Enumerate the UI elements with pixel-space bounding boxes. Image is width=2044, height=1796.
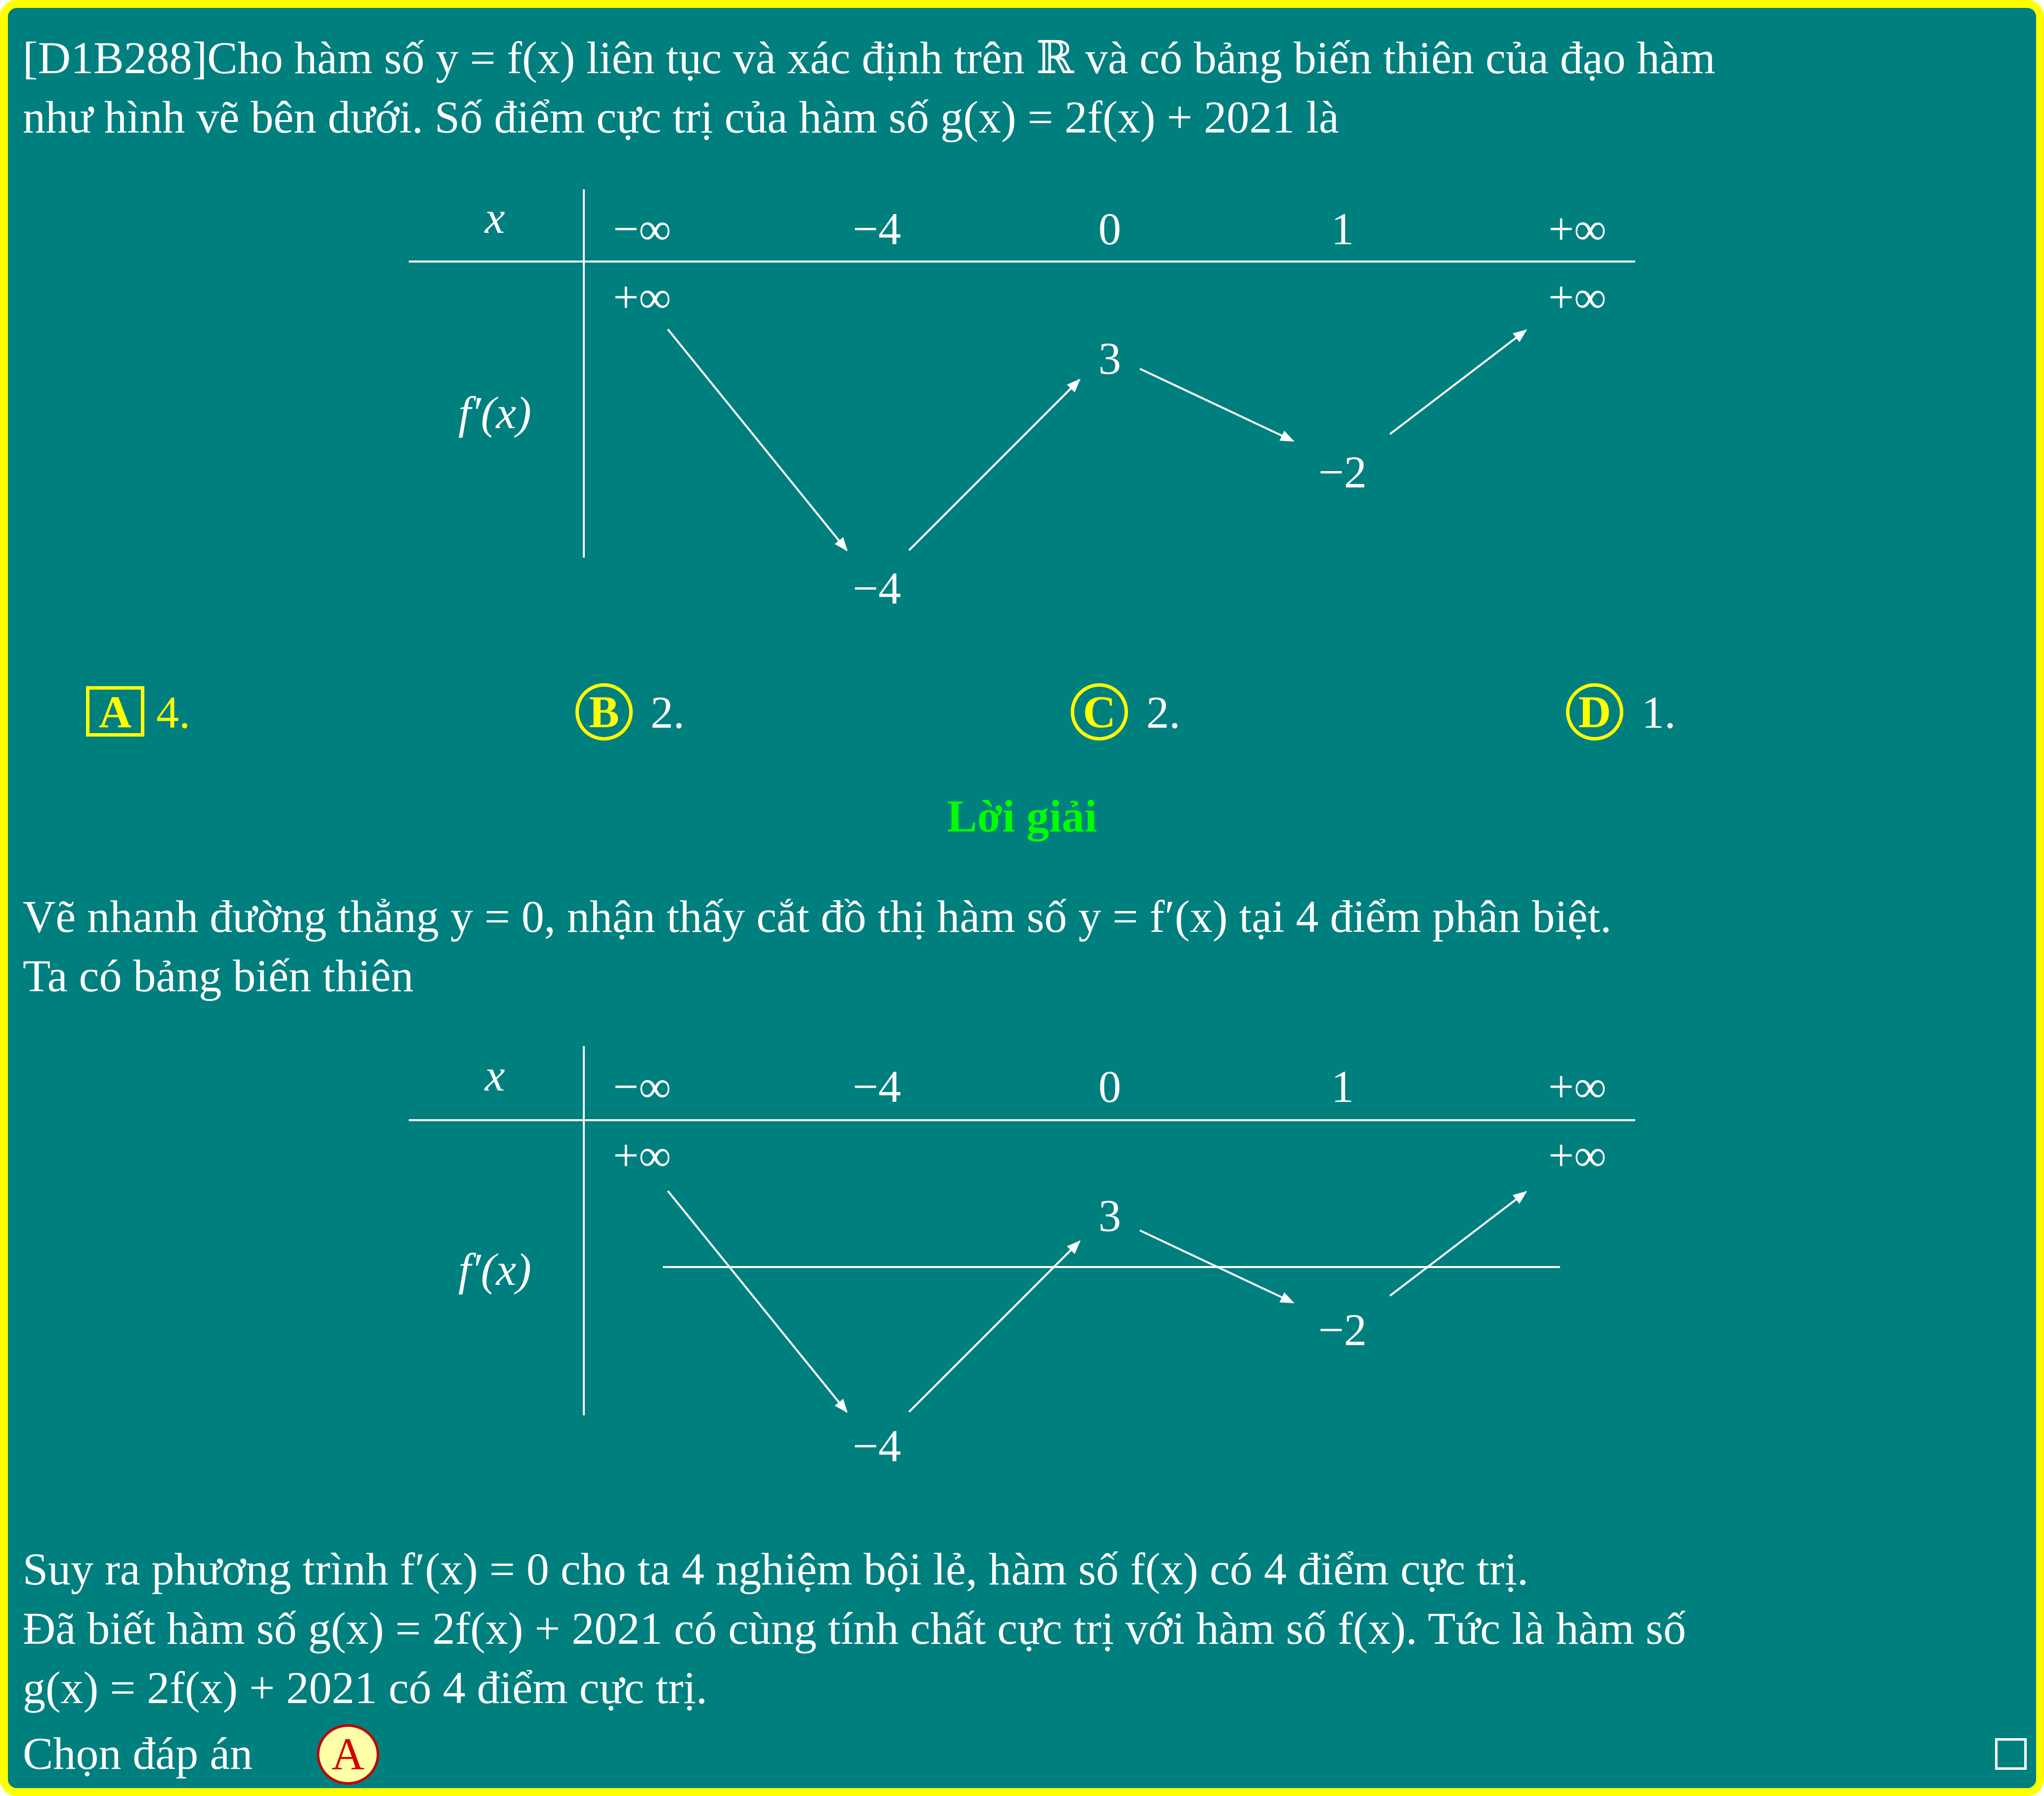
table1-fp-label: f′(x) — [458, 388, 531, 438]
option-d-value: 1. — [1642, 687, 1676, 738]
table2-x-value: 1 — [1331, 1061, 1354, 1112]
table2-arrow — [1390, 1192, 1526, 1296]
option-a-box[interactable]: A — [86, 686, 144, 737]
solution-line-4: Đã biết hàm số g(x) = 2f(x) + 2021 có cùng tính chất cực trị với hàm số f(x). Tức là hàm số — [23, 1603, 1686, 1654]
table2-fp-value: +∞ — [613, 1130, 671, 1181]
table1-x-label: x — [484, 192, 505, 243]
option-c-circle[interactable]: C — [1071, 683, 1128, 741]
table2-x-value: 0 — [1098, 1061, 1121, 1112]
option-d-circle[interactable]: D — [1566, 683, 1623, 741]
table2-fp-value: −4 — [853, 1421, 901, 1471]
table1-x-value: 1 — [1331, 204, 1354, 254]
table2-x-value: +∞ — [1548, 1061, 1607, 1112]
table2-fp-label: f′(x) — [458, 1244, 531, 1295]
variation-table-2 — [409, 1046, 1635, 1471]
table2-arrow — [668, 1191, 847, 1412]
table1-arrow — [909, 380, 1080, 550]
table1-fp-value: −2 — [1318, 447, 1367, 497]
qed-square-icon — [1995, 1738, 2027, 1770]
table1-fp-value: +∞ — [1548, 272, 1607, 322]
solution-heading: Lời giải — [947, 791, 1097, 841]
table1-fp-value: +∞ — [613, 272, 671, 322]
table2-x-label: x — [484, 1050, 505, 1100]
answer-badge: A — [317, 1724, 379, 1785]
table2-fp-value: +∞ — [1548, 1130, 1607, 1181]
table1-x-value: 0 — [1098, 204, 1121, 254]
table2-fp-value: −2 — [1318, 1305, 1367, 1355]
solution-line-1: Vẽ nhanh đường thẳng y = 0, nhận thấy cắt đồ thị hàm số y = f′(x) tại 4 điểm phân biệt. — [23, 891, 1612, 942]
table1-arrow — [668, 329, 847, 550]
table1-arrow — [1140, 369, 1293, 441]
option-b-value: 2. — [651, 687, 685, 738]
table1-arrow — [1390, 330, 1526, 434]
table1-x-value: −∞ — [613, 204, 671, 254]
solution-line-5: g(x) = 2f(x) + 2021 có 4 điểm cực trị. — [23, 1663, 708, 1713]
table2-x-value: −4 — [853, 1061, 901, 1112]
table2-x-value: −∞ — [613, 1061, 671, 1112]
table1-fp-value: −4 — [853, 563, 901, 613]
solution-line-3: Suy ra phương trình f′(x) = 0 cho ta 4 nghiệm bội lẻ, hàm số f(x) có 4 điểm cực trị. — [23, 1544, 1529, 1594]
option-b-circle[interactable]: B — [575, 683, 633, 741]
table1-x-value: −4 — [853, 204, 901, 254]
table2-fp-value: 3 — [1098, 1190, 1121, 1241]
question-line-2: như hình vẽ bên dưới. Số điểm cực trị của hàm số g(x) = 2f(x) + 2021 là — [23, 92, 1339, 142]
option-c-value: 2. — [1146, 687, 1180, 738]
table1-fp-value: 3 — [1098, 333, 1121, 384]
question-line-1: [D1B288]Cho hàm số y = f(x) liên tục và xác định trên ℝ và có bảng biến thiên của đạo hàm — [23, 33, 1716, 83]
solution-line-2: Ta có bảng biến thiên — [23, 951, 414, 1001]
table1-x-value: +∞ — [1548, 204, 1607, 254]
choose-answer-label: Chọn đáp án — [23, 1728, 253, 1779]
option-a-value: 4. — [156, 687, 190, 738]
